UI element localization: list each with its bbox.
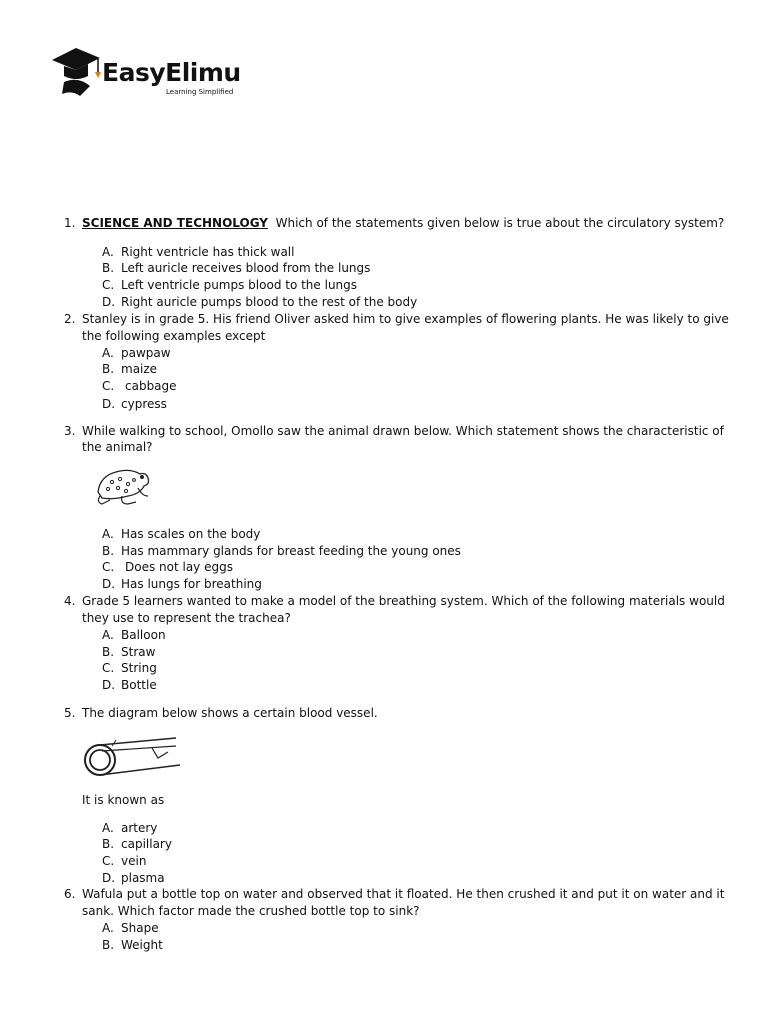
question-number: 2. <box>64 312 76 326</box>
question-text-line-1: Wafula put a bottle top on water and observed that it floated. He then crushed it and put it on water and it <box>82 887 725 901</box>
option-letter: A. <box>102 628 114 642</box>
question-1-text: Which of the statements given below is true about the circulatory system? <box>275 216 725 230</box>
option-text: String <box>121 661 157 675</box>
option-text: Weight <box>121 938 163 952</box>
option-letter: B. <box>102 544 115 558</box>
option-text: Right auricle pumps blood to the rest of the body <box>121 295 418 309</box>
option-letter: C. <box>102 379 115 393</box>
option-letter: D. <box>102 871 116 885</box>
option-text: Right ventricle has thick wall <box>121 245 295 259</box>
option-letter: D. <box>102 577 116 591</box>
question-text-line-1: The diagram below shows a certain blood vessel. <box>82 706 378 720</box>
option-text: plasma <box>121 871 165 885</box>
option-letter: A. <box>102 346 114 360</box>
option-letter: C. <box>102 560 115 574</box>
question-number: 1. <box>64 216 76 230</box>
question-text-line-1: Stanley is in grade 5. His friend Oliver asked him to give examples of flowering plants. He was likely to give <box>82 312 729 326</box>
option-letter: A. <box>102 245 114 259</box>
question-text-line-2: the animal? <box>82 440 153 454</box>
option-letter: A. <box>102 821 114 835</box>
option-text: pawpaw <box>121 346 171 360</box>
option-text: Left auricle receives blood from the lungs <box>121 261 371 275</box>
option-text: Has mammary glands for breast feeding the young ones <box>121 544 461 558</box>
option-text: Left ventricle pumps blood to the lungs <box>121 278 358 292</box>
option-letter: D. <box>102 397 116 411</box>
option-letter: D. <box>102 295 116 309</box>
question-text-line-2: they use to represent the trachea? <box>82 611 291 625</box>
question-number: 6. <box>64 887 76 901</box>
option-text: vein <box>121 854 147 868</box>
option-letter: A. <box>102 527 114 541</box>
option-text: Does not lay eggs <box>125 560 233 574</box>
option-text: Shape <box>121 921 159 935</box>
option-letter: B. <box>102 837 115 851</box>
option-letter: B. <box>102 261 115 275</box>
option-text: maize <box>121 362 158 376</box>
question-number: 4. <box>64 594 76 608</box>
question-text-line-1: While walking to school, Omollo saw the animal drawn below. Which statement shows the characteristic of <box>82 424 724 438</box>
option-text: Has scales on the body <box>121 527 261 541</box>
option-letter: C. <box>102 278 115 292</box>
logo-tagline: Learning Simplified <box>166 88 234 96</box>
option-letter: B. <box>102 362 115 376</box>
logo-name: EasyElimu <box>102 58 241 87</box>
option-letter: C. <box>102 854 115 868</box>
blood-vessel-diagram <box>82 732 186 782</box>
subject-heading: SCIENCE AND TECHNOLOGY <box>82 216 268 230</box>
question-text-line-1: Grade 5 learners wanted to make a model of the breathing system. Which of the following materials would <box>82 594 725 608</box>
option-text: artery <box>121 821 158 835</box>
option-letter: D. <box>102 678 116 692</box>
question-number: 3. <box>64 424 76 438</box>
option-text: cabbage <box>125 379 177 393</box>
option-letter: C. <box>102 661 115 675</box>
question-text-line-2: It is known as <box>82 793 165 807</box>
option-text: capillary <box>121 837 172 851</box>
option-text: Balloon <box>121 628 166 642</box>
question-number: 5. <box>64 706 76 720</box>
option-letter: A. <box>102 921 114 935</box>
option-text: Has lungs for breathing <box>121 577 262 591</box>
option-letter: B. <box>102 938 115 952</box>
question-text <box>82 215 724 231</box>
question-text-line-2: the following examples except <box>82 329 266 343</box>
frog-image <box>92 462 154 508</box>
option-text: Straw <box>121 645 156 659</box>
option-letter: B. <box>102 645 115 659</box>
option-text: cypress <box>121 397 167 411</box>
option-text: Bottle <box>121 678 157 692</box>
question-text-line-2: sank. Which factor made the crushed bottle top to sink? <box>82 904 420 918</box>
